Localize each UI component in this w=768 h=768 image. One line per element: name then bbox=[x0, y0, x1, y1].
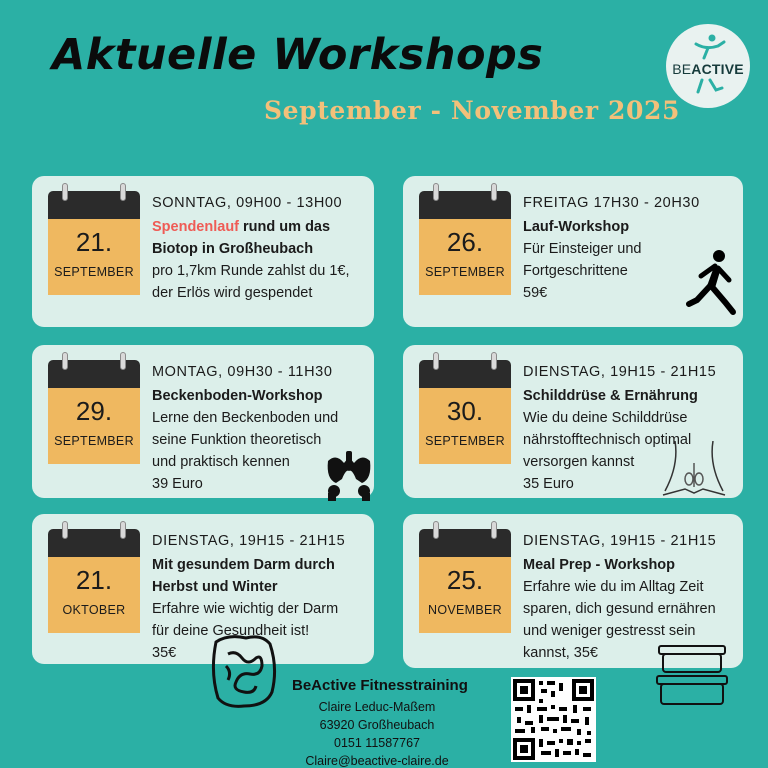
workshop-detail: versorgen kannst bbox=[523, 454, 635, 470]
workshop-time: DIENSTAG, 19H15 - 21H15 bbox=[152, 533, 346, 549]
workshop-detail: 35€ bbox=[152, 645, 177, 661]
workshop-detail: der Erlös wird gespendet bbox=[152, 285, 313, 301]
calendar-icon bbox=[48, 191, 140, 295]
calendar-icon bbox=[419, 529, 511, 633]
workshop-card-lauf[interactable] bbox=[403, 176, 743, 327]
workshop-detail: Erfahre wie du im Alltag Zeit bbox=[523, 579, 704, 595]
workshop-title-line2: Herbst und Winter bbox=[152, 579, 278, 595]
logo-active: ACTIVE bbox=[691, 61, 744, 77]
calendar-day: 21. bbox=[75, 565, 113, 595]
calendar-month: SEPTEMBER bbox=[54, 434, 134, 448]
calendar-icon bbox=[419, 360, 511, 464]
calendar-day: 30. bbox=[446, 396, 484, 426]
contact-footer bbox=[292, 677, 482, 768]
workshop-card-schilddruese[interactable] bbox=[403, 345, 743, 498]
workshop-time: SONNTAG, 09H00 - 13H00 bbox=[152, 195, 343, 211]
pelvis-icon bbox=[324, 449, 374, 501]
meal-prep-box-icon bbox=[655, 642, 729, 708]
calendar-day: 26. bbox=[446, 227, 484, 257]
workshop-detail: Fortgeschrittene bbox=[523, 263, 628, 279]
workshop-time: FREITAG 17H30 - 20H30 bbox=[523, 195, 700, 211]
workshop-detail: 59€ bbox=[523, 285, 548, 301]
calendar-day: 29. bbox=[75, 396, 113, 426]
logo-be: BE bbox=[672, 61, 692, 77]
workshop-title: Meal Prep - Workshop bbox=[523, 557, 676, 573]
intestine-icon bbox=[206, 632, 282, 712]
page-title: Aktuelle Workshops bbox=[52, 30, 544, 80]
workshop-title-line2: Biotop in Großheubach bbox=[152, 241, 314, 257]
workshop-detail: kannst, 35€ bbox=[523, 645, 598, 661]
thyroid-icon bbox=[661, 441, 727, 497]
calendar-day: 25. bbox=[446, 565, 484, 595]
workshop-detail: nährstofftechnisch optimal bbox=[523, 432, 692, 448]
workshop-detail: seine Funktion theoretisch bbox=[152, 432, 322, 448]
workshop-detail: sparen, dich gesund ernähren bbox=[523, 601, 716, 617]
workshop-detail: und weniger gestresst sein bbox=[523, 623, 696, 639]
workshop-title: Lauf-Workshop bbox=[523, 219, 630, 235]
workshop-detail: Erfahre wie wichtig der Darm bbox=[152, 601, 339, 617]
workshop-detail: und praktisch kennen bbox=[152, 454, 290, 470]
beactive-logo bbox=[666, 24, 750, 108]
workshop-detail: 39 Euro bbox=[152, 476, 203, 492]
workshop-title: Schilddrüse & Ernährung bbox=[523, 388, 698, 404]
contact-phone[interactable]: 0151 11587767 bbox=[334, 736, 420, 750]
workshop-time: DIENSTAG, 19H15 - 21H15 bbox=[523, 533, 717, 549]
calendar-month: OKTOBER bbox=[62, 603, 126, 617]
calendar-icon bbox=[48, 529, 140, 633]
calendar-month: SEPTEMBER bbox=[425, 265, 505, 279]
workshop-detail: Wie du deine Schilddrüse bbox=[523, 410, 688, 426]
workshop-detail: Für Einsteiger und bbox=[523, 241, 642, 257]
workshop-detail: Lerne den Beckenboden und bbox=[152, 410, 339, 426]
contact-address: 63920 Großheubach bbox=[319, 718, 435, 732]
workshop-time: MONTAG, 09H30 - 11H30 bbox=[152, 364, 333, 380]
workshop-card-darm[interactable] bbox=[32, 514, 374, 664]
calendar-day: 21. bbox=[75, 227, 113, 257]
business-name: BeActive Fitnesstraining bbox=[292, 677, 468, 694]
calendar-month: SEPTEMBER bbox=[425, 434, 505, 448]
runner-icon bbox=[685, 248, 741, 320]
contact-email[interactable]: Claire@beactive-claire.de bbox=[305, 754, 449, 768]
page-subtitle: September - November 2025 bbox=[264, 96, 680, 125]
workshop-title: Beckenboden-Workshop bbox=[152, 388, 323, 404]
workshop-detail: 35 Euro bbox=[523, 476, 574, 492]
calendar-icon bbox=[48, 360, 140, 464]
workshop-detail: pro 1,7km Runde zahlst du 1€, bbox=[152, 263, 350, 279]
workshop-time: DIENSTAG, 19H15 - 21H15 bbox=[523, 364, 717, 380]
workshop-title: Mit gesundem Darm durch bbox=[152, 557, 335, 573]
calendar-month: SEPTEMBER bbox=[54, 265, 134, 279]
workshop-title-highlight: Spendenlauf bbox=[152, 219, 240, 235]
workshop-card-beckenboden[interactable] bbox=[32, 345, 374, 498]
qr-code-icon[interactable] bbox=[511, 677, 596, 762]
calendar-month: NOVEMBER bbox=[428, 603, 502, 617]
workshop-title: rund um das bbox=[239, 219, 331, 235]
contact-name: Claire Leduc-Maßem bbox=[318, 700, 436, 714]
calendar-icon bbox=[419, 191, 511, 295]
workshop-card-spendenlauf[interactable] bbox=[32, 176, 374, 327]
workshop-detail: für deine Gesundheit ist! bbox=[152, 623, 310, 639]
